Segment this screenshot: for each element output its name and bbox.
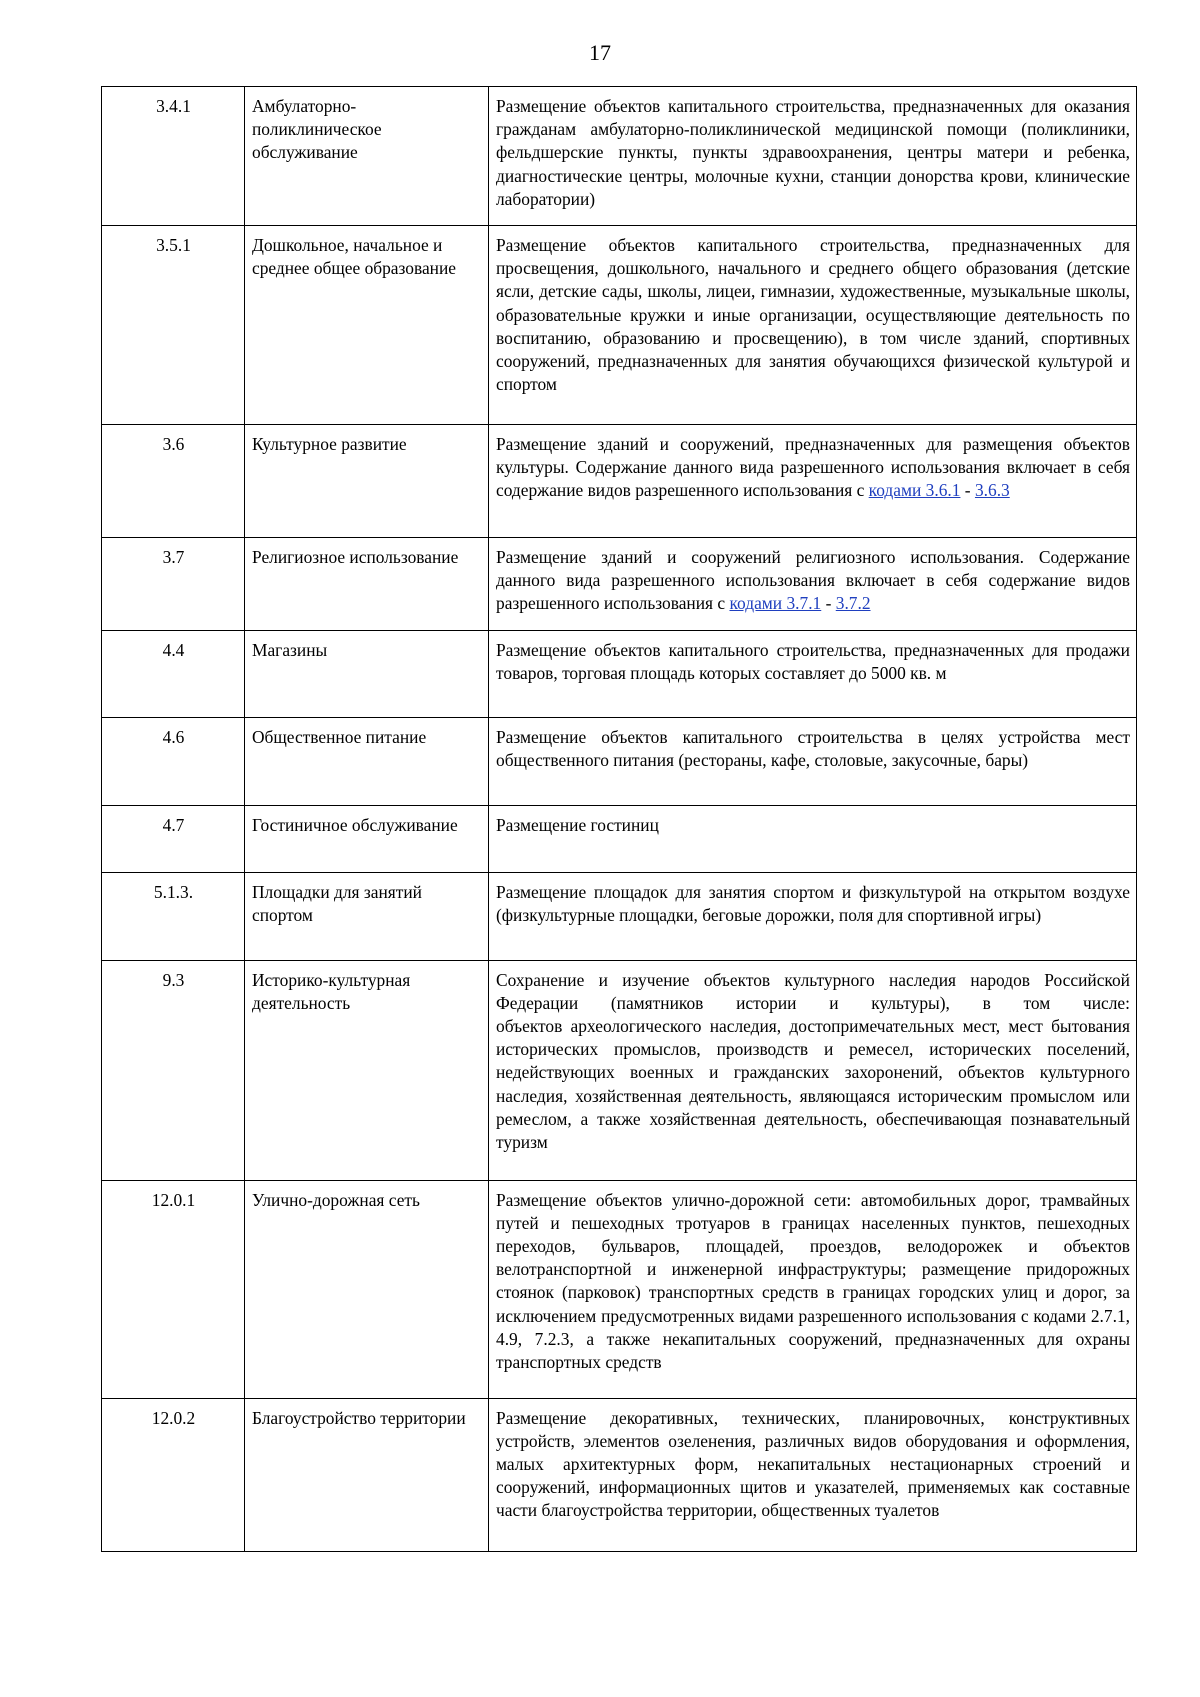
table-row: [102, 960, 1137, 1180]
range-separator: -: [960, 480, 975, 501]
use-name: Амбулаторно-поликлиническое обслуживание: [245, 87, 489, 226]
use-code: 4.4: [102, 630, 245, 717]
table-row: [102, 538, 1137, 631]
use-code: 3.7: [102, 538, 245, 631]
use-description: [489, 960, 1137, 1180]
use-description: Размещение объектов капитального строительства в целях устройства мест общественного питания (рестораны, кафе, столовые, закусочные, бары): [489, 717, 1137, 805]
description-intro: Сохранение и изучение объектов культурного наследия народов Российской Федерации (памятников истории и культуры), в том числе:: [496, 969, 1130, 1013]
use-name: Историко-культурная деятельность: [245, 960, 489, 1180]
codes-link[interactable]: кодами 3.7.1: [729, 593, 822, 614]
use-code: 9.3: [102, 960, 245, 1180]
use-code: 12.0.2: [102, 1398, 245, 1551]
use-code: 3.5.1: [102, 226, 245, 425]
use-name: Культурное развитие: [245, 425, 489, 538]
use-name: Дошкольное, начальное и среднее общее образование: [245, 226, 489, 425]
code-link[interactable]: 3.6.3: [974, 480, 1010, 501]
table-row: [102, 226, 1137, 425]
use-description: Размещение объектов капитального строительства, предназначенных для продажи товаров, торговая площадь которых составляет до 5000 кв. м: [489, 630, 1137, 717]
description-text: Размещение зданий и сооружений, предназначенных для размещения объектов культуры. Содержание данного вида разрешенного использования включает в себя содержание видов разрешенного использования с: [496, 434, 1130, 501]
use-description: Размещение площадок для занятия спортом и физкультурой на открытом воздухе (физкультурные площадки, беговые дорожки, поля для спортивной игры): [489, 872, 1137, 960]
range-separator: -: [821, 593, 836, 614]
use-name: Улично-дорожная сеть: [245, 1180, 489, 1398]
use-code: 5.1.3.: [102, 872, 245, 960]
table-row: [102, 630, 1137, 717]
code-link[interactable]: 3.7.2: [835, 593, 871, 614]
table-row: [102, 87, 1137, 226]
use-description: Размещение объектов капитального строительства, предназначенных для просвещения, дошкольного, начального и среднего общего образования (детские ясли, детские сады, школы, лицеи, гимназии, художественные, музыкальные школы, образовательные кружки и иные организации, осуществляющие деятельность по воспитанию, образованию и просвещению), в том числе зданий, спортивных сооружений, предназначенных для занятия обучающихся физической культурой и спортом: [489, 226, 1137, 425]
use-name: Гостиничное обслуживание: [245, 805, 489, 872]
table-row: [102, 425, 1137, 538]
use-description: [489, 425, 1137, 538]
description-text: объектов археологического наследия, достопримечательных мест, мест бытования исторических промыслов, производств и ремесел, исторических поселений, недействующих военных и гражданских захоронений, объектов культурного наследия, хозяйственная деятельность, являющаяся историческим промыслом или ремеслом, а также хозяйственная деятельность, обеспечивающая познавательный туризм: [496, 1016, 1130, 1153]
use-code: 4.7: [102, 805, 245, 872]
use-description: Размещение декоративных, технических, планировочных, конструктивных устройств, элементов озеленения, различных видов оборудования и оформления, малых архитектурных форм, некапитальных нестационарных строений и сооружений, информационных щитов и указателей, применяемых как составные части благоустройства территории, общественных туалетов: [489, 1398, 1137, 1551]
use-description: Размещение объектов капитального строительства, предназначенных для оказания гражданам амбулаторно-поликлинической медицинской помощи (поликлиники, фельдшерские пункты, пункты здравоохранения, центры матери и ребенка, диагностические центры, молочные кухни, станции донорства крови, клинические лаборатории): [489, 87, 1137, 226]
page-number: 17: [589, 40, 611, 65]
use-description: [489, 538, 1137, 631]
table-row: [102, 805, 1137, 872]
description-text: Размещение зданий и сооружений религиозного использования. Содержание данного вида разрешенного использования включает в себя содержание видов разрешенного использования с: [496, 547, 1130, 614]
use-description: Размещение объектов улично-дорожной сети: автомобильных дорог, трамвайных путей и пешеходных тротуаров в границах населенных пунктов, пешеходных переходов, бульваров, площадей, проездов, велодорожек и объектов велотранспортной и инженерной инфраструктуры; размещение придорожных стоянок (парковок) транспортных средств в границах городских улиц и дорог, за исключением предусмотренных видами разрешенного использования с кодами 2.7.1, 4.9, 7.2.3, а также некапитальных сооружений, предназначенных для охраны транспортных средств: [489, 1180, 1137, 1398]
use-name: Площадки для занятий спортом: [245, 872, 489, 960]
land-use-table: [101, 86, 1137, 1552]
table-row: [102, 1180, 1137, 1398]
use-name: Благоустройство территории: [245, 1398, 489, 1551]
use-code: 4.6: [102, 717, 245, 805]
use-description: Размещение гостиниц: [489, 805, 1137, 872]
use-code: 12.0.1: [102, 1180, 245, 1398]
table-row: [102, 717, 1137, 805]
use-code: 3.4.1: [102, 87, 245, 226]
use-code: 3.6: [102, 425, 245, 538]
use-name: Магазины: [245, 630, 489, 717]
table-row: [102, 872, 1137, 960]
use-name: Общественное питание: [245, 717, 489, 805]
codes-link[interactable]: кодами 3.6.1: [868, 480, 961, 501]
table-row: [102, 1398, 1137, 1551]
use-name: Религиозное использование: [245, 538, 489, 631]
